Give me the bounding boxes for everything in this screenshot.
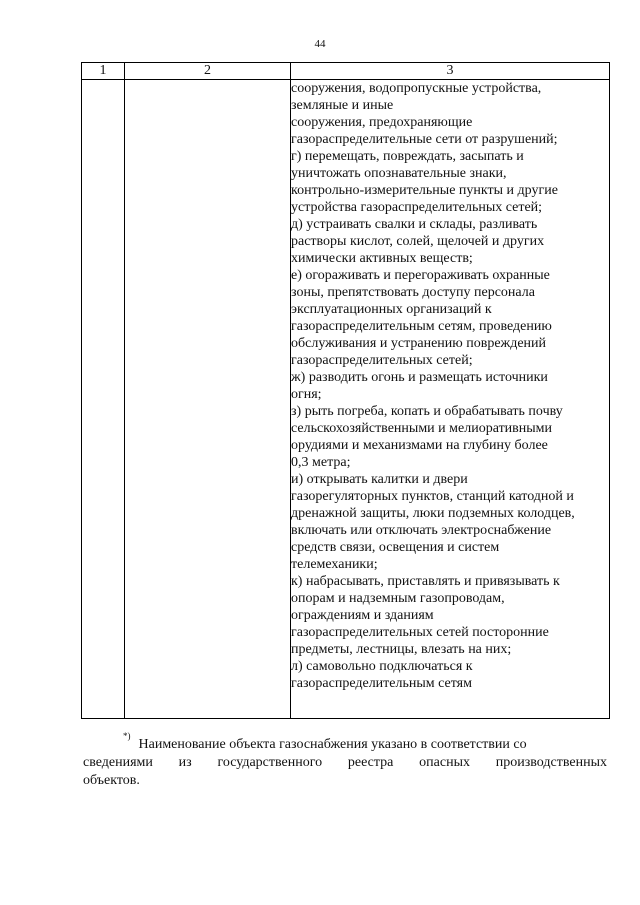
restriction-line: средств связи, освещения и систем — [291, 540, 500, 555]
footnote-line-3: объектов. — [83, 773, 140, 788]
restriction-line: зоны, препятствовать доступу персонала — [291, 285, 535, 300]
restriction-line: сооружения, предохраняющие — [291, 115, 473, 130]
restriction-line: л) самовольно подключаться к — [291, 659, 473, 674]
restriction-line: орудиями и механизмами на глубину более — [291, 438, 548, 453]
restriction-line: 0,3 метра; — [291, 455, 351, 470]
table-row — [82, 80, 610, 719]
restriction-line: эксплуатационных организаций к — [291, 302, 492, 317]
restriction-line: устройства газораспределительных сетей; — [291, 200, 543, 215]
restriction-line: и) открывать калитки и двери — [291, 472, 468, 487]
restriction-line: сооружения, водопропускные устройства, — [291, 81, 542, 96]
restriction-line: к) набрасывать, приставлять и привязывать к — [291, 574, 560, 589]
footnote-line-2 — [83, 754, 607, 772]
restriction-line: ж) разводить огонь и размещать источники — [291, 370, 548, 385]
restriction-line: газораспределительным сетям, проведению — [291, 319, 552, 334]
column-header-2: 2 — [125, 63, 291, 80]
footnote-word: государственного — [217, 755, 323, 770]
restriction-line: газораспределительных сетей; — [291, 353, 473, 368]
restriction-line: опорам и надземным газопроводам, — [291, 591, 505, 606]
footnote-word: из — [178, 755, 192, 770]
restriction-line: газораспределительных сетей посторонние — [291, 625, 549, 640]
restriction-line: включать или отключать электроснабжение — [291, 523, 552, 538]
restriction-line: газораспределительные сети от разрушений; — [291, 132, 558, 147]
restriction-line: з) рыть погреба, копать и обрабатывать почву — [291, 404, 563, 419]
footnote-marker: *) — [123, 731, 131, 741]
restriction-line: газораспределительным сетям — [291, 676, 472, 691]
restriction-line: земляные и иные — [291, 98, 394, 113]
footnote-word: производственных — [495, 755, 607, 770]
table-header-row — [82, 63, 610, 80]
restrictions-list — [291, 80, 609, 692]
restriction-line: телемеханики; — [291, 557, 378, 572]
restriction-line: уничтожать опознавательные знаки, — [291, 166, 507, 181]
restriction-line: контрольно-измерительные пункты и другие — [291, 183, 558, 198]
restrictions-table — [81, 62, 610, 719]
restriction-line: д) устраивать свалки и склады, разливать — [291, 217, 538, 232]
restriction-line: огня; — [291, 387, 322, 402]
footnote-word: реестра — [347, 755, 394, 770]
column-header-3: 3 — [291, 63, 610, 80]
footnote — [83, 731, 607, 790]
table-cell-col2 — [125, 80, 291, 719]
restriction-line: газорегуляторных пунктов, станций катодной и — [291, 489, 574, 504]
restriction-line: дренажной защиты, люки подземных колодцев, — [291, 506, 575, 521]
column-header-1: 1 — [82, 63, 125, 80]
footnote-word: сведениями — [83, 755, 153, 770]
page-number: 44 — [314, 38, 326, 50]
restriction-line: химически активных веществ; — [291, 251, 473, 266]
restriction-line: обслуживания и устранению повреждений — [291, 336, 547, 351]
restriction-line: предметы, лестницы, влезать на них; — [291, 642, 512, 657]
restriction-line: ограждениям и зданиям — [291, 608, 434, 623]
table-cell-col3 — [291, 80, 610, 719]
restriction-line: сельскохозяйственными и мелиоративными — [291, 421, 553, 436]
restriction-line: г) перемещать, повреждать, засыпать и — [291, 149, 524, 164]
footnote-word: опасных — [419, 755, 470, 770]
table-cell-col1 — [82, 80, 125, 719]
restriction-line: е) огораживать и перегораживать охранные — [291, 268, 550, 283]
footnote-text-1: Наименование объекта газоснабжения указано в соответствии со — [138, 737, 527, 752]
restriction-line: растворы кислот, солей, щелочей и других — [291, 234, 545, 249]
footnote-line-1 — [83, 731, 607, 754]
